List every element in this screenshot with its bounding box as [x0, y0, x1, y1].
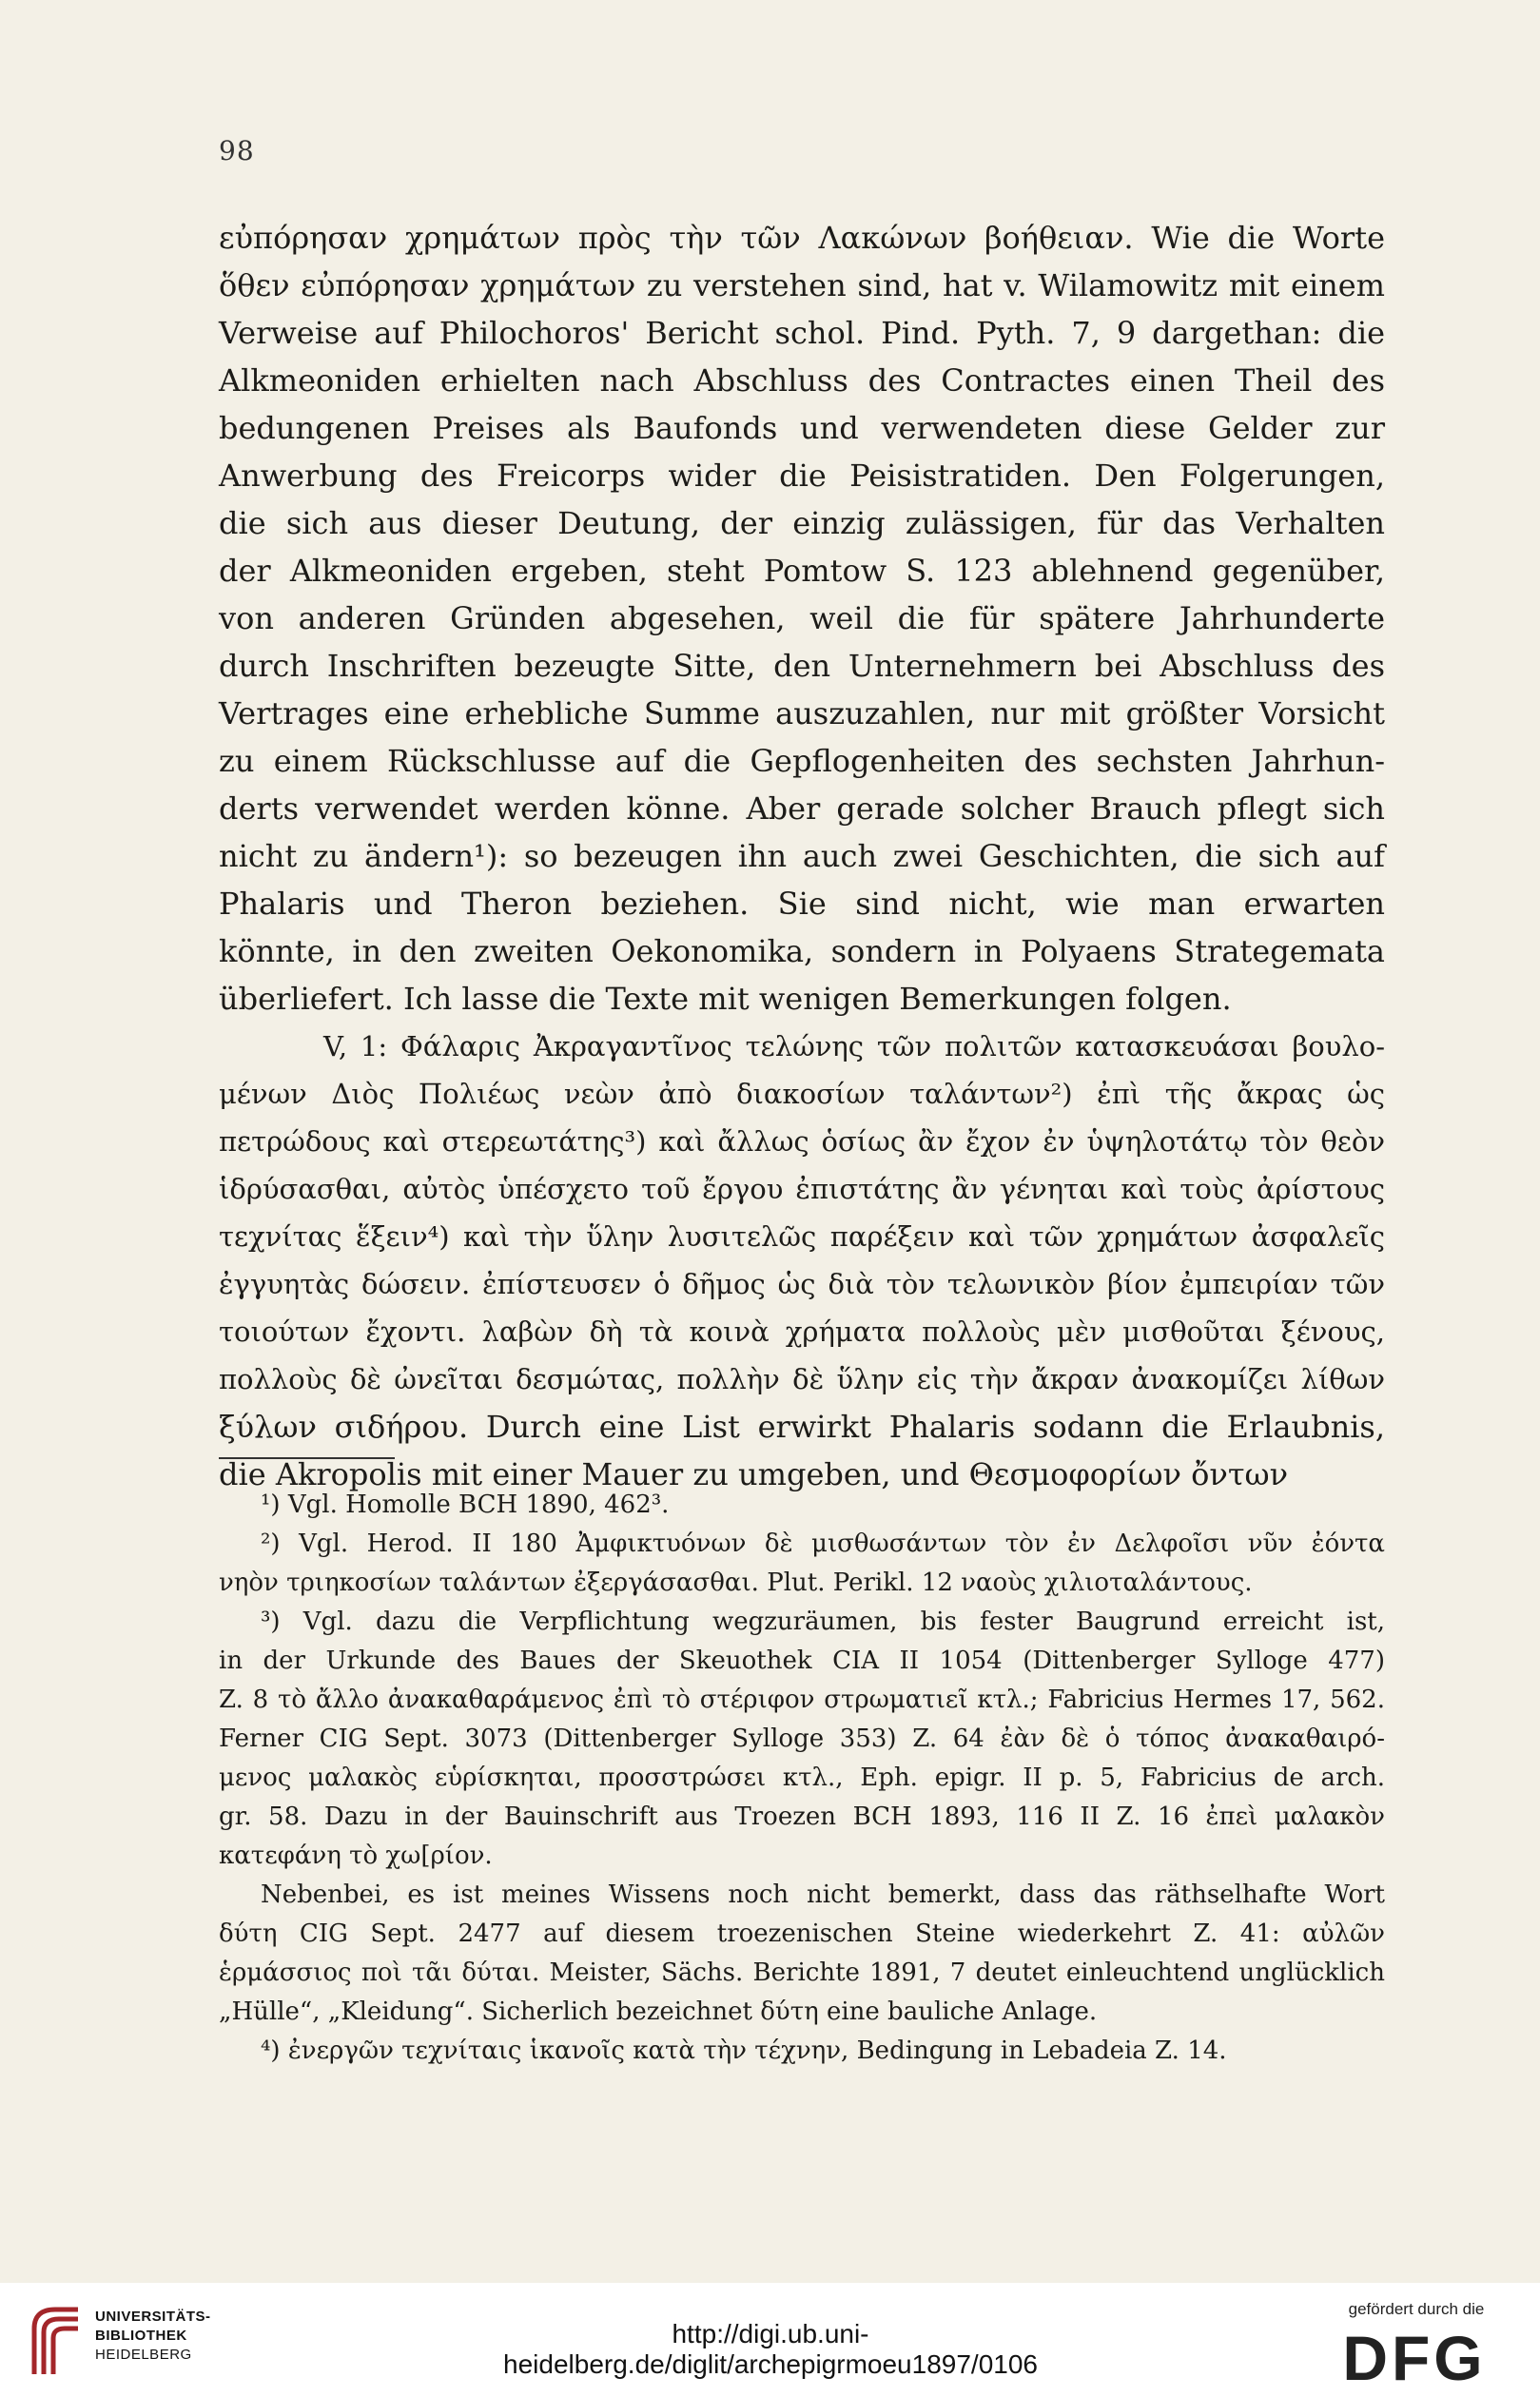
footnote-line: „Hülle“, „Kleidung“. Sicherlich bezeichnet δύτη eine bauliche Anlage. — [219, 1998, 1098, 2026]
text-line: ἱδρύσασθαι, αὐτὸς ὑπέσχετο τοῦ ἔργου ἐπιστάτης ἂν γένηται καὶ τοὺς ἀρίστους — [219, 1173, 1385, 1205]
footnote-line: ³) Vgl. dazu die Verpflichtung wegzuräumen, bis fester Baugrund erreicht ist, — [261, 1608, 1385, 1636]
footnote-line: δύτη CIG Sept. 2477 auf diesem troezenischen Steine wiederkehrt Z. 41: αὐλῶν — [219, 1920, 1385, 1948]
text-line: Phalaris und Theron beziehen. Sie sind nicht, wie man erwarten — [219, 886, 1385, 922]
text-line: Anwerbung des Freicorps wider die Peisistratiden. Den Folgerungen, — [219, 458, 1385, 494]
footnote-line: ¹) Vgl. Homolle BCH 1890, 462³. — [261, 1491, 670, 1519]
text-line: Verweise auf Philochoros' Bericht schol. Pind. Pyth. 7, 9 dargethan: die — [219, 315, 1385, 351]
footnote-line: ἑρμάσσιος ποὶ τᾶι δύται. Meister, Sächs. Berichte 1891, 7 deutet einleuchtend unglücklich — [219, 1959, 1385, 1987]
footnote-line: κατεφάνη τὸ χω[ρίον. — [219, 1842, 493, 1870]
text-line: derts verwendet werden könne. Aber gerade solcher Brauch pflegt sich — [219, 790, 1385, 827]
text-line: überliefert. Ich lasse die Texte mit wenigen Bemerkungen folgen. — [219, 981, 1232, 1017]
footnote-line: ⁴) ἐνεργῶν τεχνίταις ἱκανοῖς κατὰ τὴν τέχνην, Bedingung in Lebadeia Z. 14. — [261, 2036, 1227, 2065]
institution-name: UNIVERSITÄTS- BIBLIOTHEK HEIDELBERG — [95, 2309, 211, 2363]
permalink-url[interactable]: http://digi.ub.uni-heidelberg.de/diglit/archepigrmoeu1897/0106 — [503, 2319, 1038, 2379]
footnote-line: in der Urkunde des Baues der Skeuothek CIA II 1054 (Dittenberger Sylloge 477) — [219, 1647, 1385, 1675]
text-line: durch Inschriften bezeugte Sitte, den Unternehmern bei Abschluss des — [219, 648, 1385, 684]
funded-by-label: gefördert durch die — [1348, 2300, 1485, 2318]
text-line: könnte, in den zweiten Oekonomika, sondern in Polyaens Strategemata — [219, 933, 1385, 969]
text-line: der Alkmeoniden ergeben, steht Pomtow S. 123 ablehnend gegenüber, — [219, 553, 1385, 589]
footnote-line: ²) Vgl. Herod. II 180 Ἀμφικτυόνων δὲ μισθωσάντων τὸν ἐν Δελφοῖσι νῦν ἐόντα — [261, 1530, 1385, 1558]
footnotes — [219, 1486, 1385, 2071]
text-line: πετρώδους καὶ στερεωτάτης³) καὶ ἄλλως ὁσίως ἂν ἔχον ἐν ὑψηλοτάτῳ τὸν θεὸν — [219, 1125, 1385, 1158]
text-line: ὅθεν εὐπόρησαν χρημάτων zu verstehen sind, hat v. Wilamowitz mit einem — [219, 267, 1385, 303]
footnote-line: μενος μαλακὸς εὑρίσκηται, προσστρώσει κτλ., Eph. epigr. II p. 5, Fabricius de arch. — [219, 1764, 1385, 1792]
viewer-footer — [0, 2283, 1540, 2397]
body-text — [219, 214, 1385, 1498]
footnote-line: Z. 8 τὸ ἄλλο ἀνακαθαράμενος ἐπὶ τὸ στέριφον στρωματιεῖ κτλ.; Fabricius Hermes 17, 562. — [219, 1686, 1385, 1714]
text-line: Vertrages eine erhebliche Summe auszuzahlen, nur mit größter Vorsicht — [219, 695, 1385, 731]
text-line: die sich aus dieser Deutung, der einzig zulässigen, für das Verhalten — [219, 505, 1385, 541]
text-line: Alkmeoniden erhielten nach Abschluss des Contractes einen Theil des — [219, 362, 1385, 399]
text-line: ἐγγυητὰς δώσειν. ἐπίστευσεν ὁ δῆμος ὡς διὰ τὸν τελωνικὸν βίον ἐμπειρίαν τῶν — [219, 1268, 1385, 1300]
text-line: πολλοὺς δὲ ὠνεῖται δεσμώτας, πολλὴν δὲ ὕλην εἰς τὴν ἄκραν ἀνακομίζει λίθων — [219, 1363, 1385, 1395]
footnote-divider — [219, 1457, 395, 1459]
text-line: bedungenen Preises als Baufonds und verwendeten diese Gelder zur — [219, 410, 1385, 446]
text-line: ξύλων σιδήρου. Durch eine List erwirkt Phalaris sodann die Erlaubnis, — [219, 1409, 1385, 1445]
text-line: τοιούτων ἔχοντι. λαβὼν δὴ τὰ κοινὰ χρήματα πολλοὺς μὲν μισθοῦται ξένους, — [219, 1315, 1385, 1348]
dfg-logo-text: DFG — [1342, 2329, 1487, 2386]
text-line: nicht zu ändern¹): so bezeugen ihn auch zwei Geschichten, die sich auf — [219, 838, 1385, 874]
footnote-line: Nebenbei, es ist meines Wissens noch nicht bemerkt, dass das räthselhafte Wort — [261, 1881, 1385, 1909]
footnote-line: νηὸν τριηκοσίων ταλάντων ἐξεργάσασθαι. Plut. Perikl. 12 ναοὺς χιλιοταλάντους. — [219, 1569, 1253, 1597]
university-library-logo-icon — [27, 2300, 86, 2378]
footnote-line: Ferner CIG Sept. 3073 (Dittenberger Sylloge 353) Z. 64 ἐὰν δὲ ὁ τόπος ἀνακαθαιρό- — [219, 1725, 1385, 1753]
dfg-logo-icon — [1321, 2329, 1508, 2386]
text-line: von anderen Gründen abgesehen, weil die für spätere Jahrhunderte — [219, 600, 1385, 636]
text-line: τεχνίτας ἕξειν⁴) καὶ τὴν ὕλην λυσιτελῶς παρέξειν καὶ τῶν χρημάτων ἀσφαλεῖς — [219, 1220, 1385, 1253]
text-line: die Akropolis mit einer Mauer zu umgeben, und Θεσμοφορίων ὄντων — [219, 1456, 1289, 1492]
text-line: V, 1: Φάλαρις Ἀκραγαντῖνος τελώνης τῶν πολιτῶν κατασκευάσαι βουλο- — [323, 1030, 1385, 1062]
page-number: 98 — [219, 135, 255, 166]
text-line: εὐπόρησαν χρημάτων πρὸς τὴν τῶν Λακώνων βοήθειαν. Wie die Worte — [219, 220, 1385, 256]
text-line: μένων Διὸς Πολιέως νεὼν ἀπὸ διακοσίων ταλάντων²) ἐπὶ τῆς ἄκρας ὡς — [219, 1078, 1385, 1110]
footnote-line: gr. 58. Dazu in der Bauinschrift aus Troezen BCH 1893, 116 II Z. 16 ἐπεὶ μαλακὸν — [219, 1803, 1385, 1831]
text-line: zu einem Rückschlusse auf die Gepflogenheiten des sechsten Jahrhun- — [219, 743, 1385, 779]
